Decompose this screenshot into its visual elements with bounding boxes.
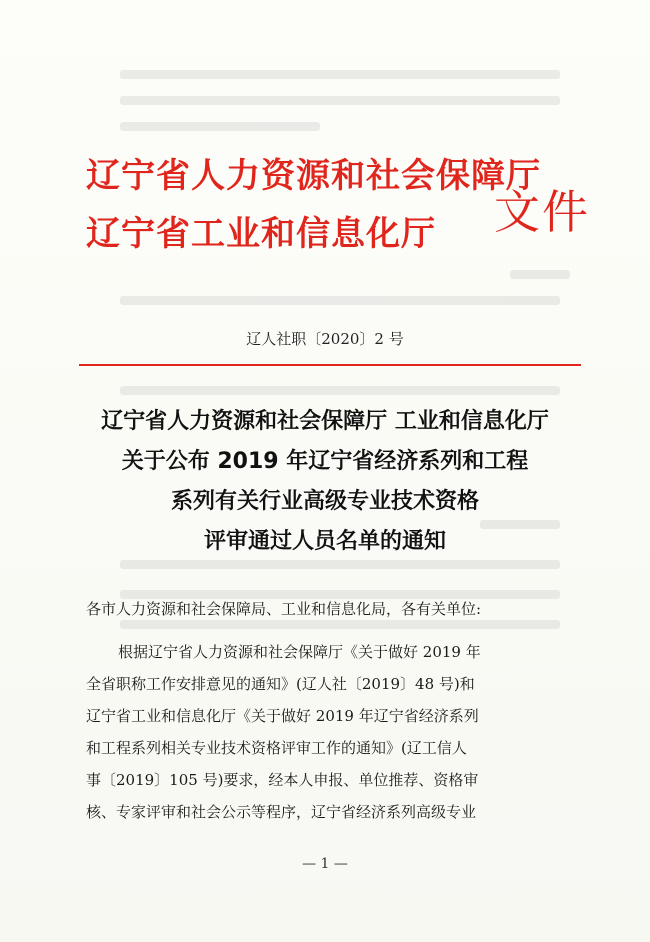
body-paragraph bbox=[86, 636, 570, 828]
paragraph-line: 全省职称工作安排意见的通知》(辽人社〔2019〕48 号)和 bbox=[86, 675, 475, 693]
document-title bbox=[0, 402, 650, 562]
issuer-line-hrss: 辽宁省人力资源和社会保障厅 bbox=[86, 156, 541, 196]
title-line: 评审通过人员名单的通知 bbox=[203, 529, 446, 554]
issuer-line-industry: 辽宁省工业和信息化厅 bbox=[86, 214, 436, 254]
document-number: 辽人社职〔2020〕2 号 bbox=[246, 330, 404, 348]
paragraph-line: 和工程系列相关专业技术资格评审工作的通知》(辽工信人 bbox=[86, 739, 467, 757]
page-number: — 1 — bbox=[302, 856, 348, 872]
title-line: 关于公布 2019 年辽宁省经济系列和工程 bbox=[121, 449, 529, 474]
paragraph-line: 根据辽宁省人力资源和社会保障厅《关于做好 2019 年 bbox=[118, 643, 481, 661]
title-line: 系列有关行业高级专业技术资格 bbox=[170, 489, 479, 514]
red-divider bbox=[79, 364, 581, 366]
paragraph-line: 辽宁省工业和信息化厅《关于做好 2019 年辽宁省经济系列 bbox=[86, 707, 479, 725]
paragraph-line: 核、专家评审和社会公示等程序，辽宁省经济系列高级专业 bbox=[86, 803, 477, 821]
salutation: 各市人力资源和社会保障局、工业和信息化局，各有关单位: bbox=[86, 600, 482, 618]
title-line: 辽宁省人力资源和社会保障厅 工业和信息化厅 bbox=[101, 409, 549, 434]
paragraph-line: 事〔2019〕105 号)要求，经本人申报、单位推荐、资格审 bbox=[86, 771, 479, 789]
document-label: 文件 bbox=[494, 185, 590, 239]
